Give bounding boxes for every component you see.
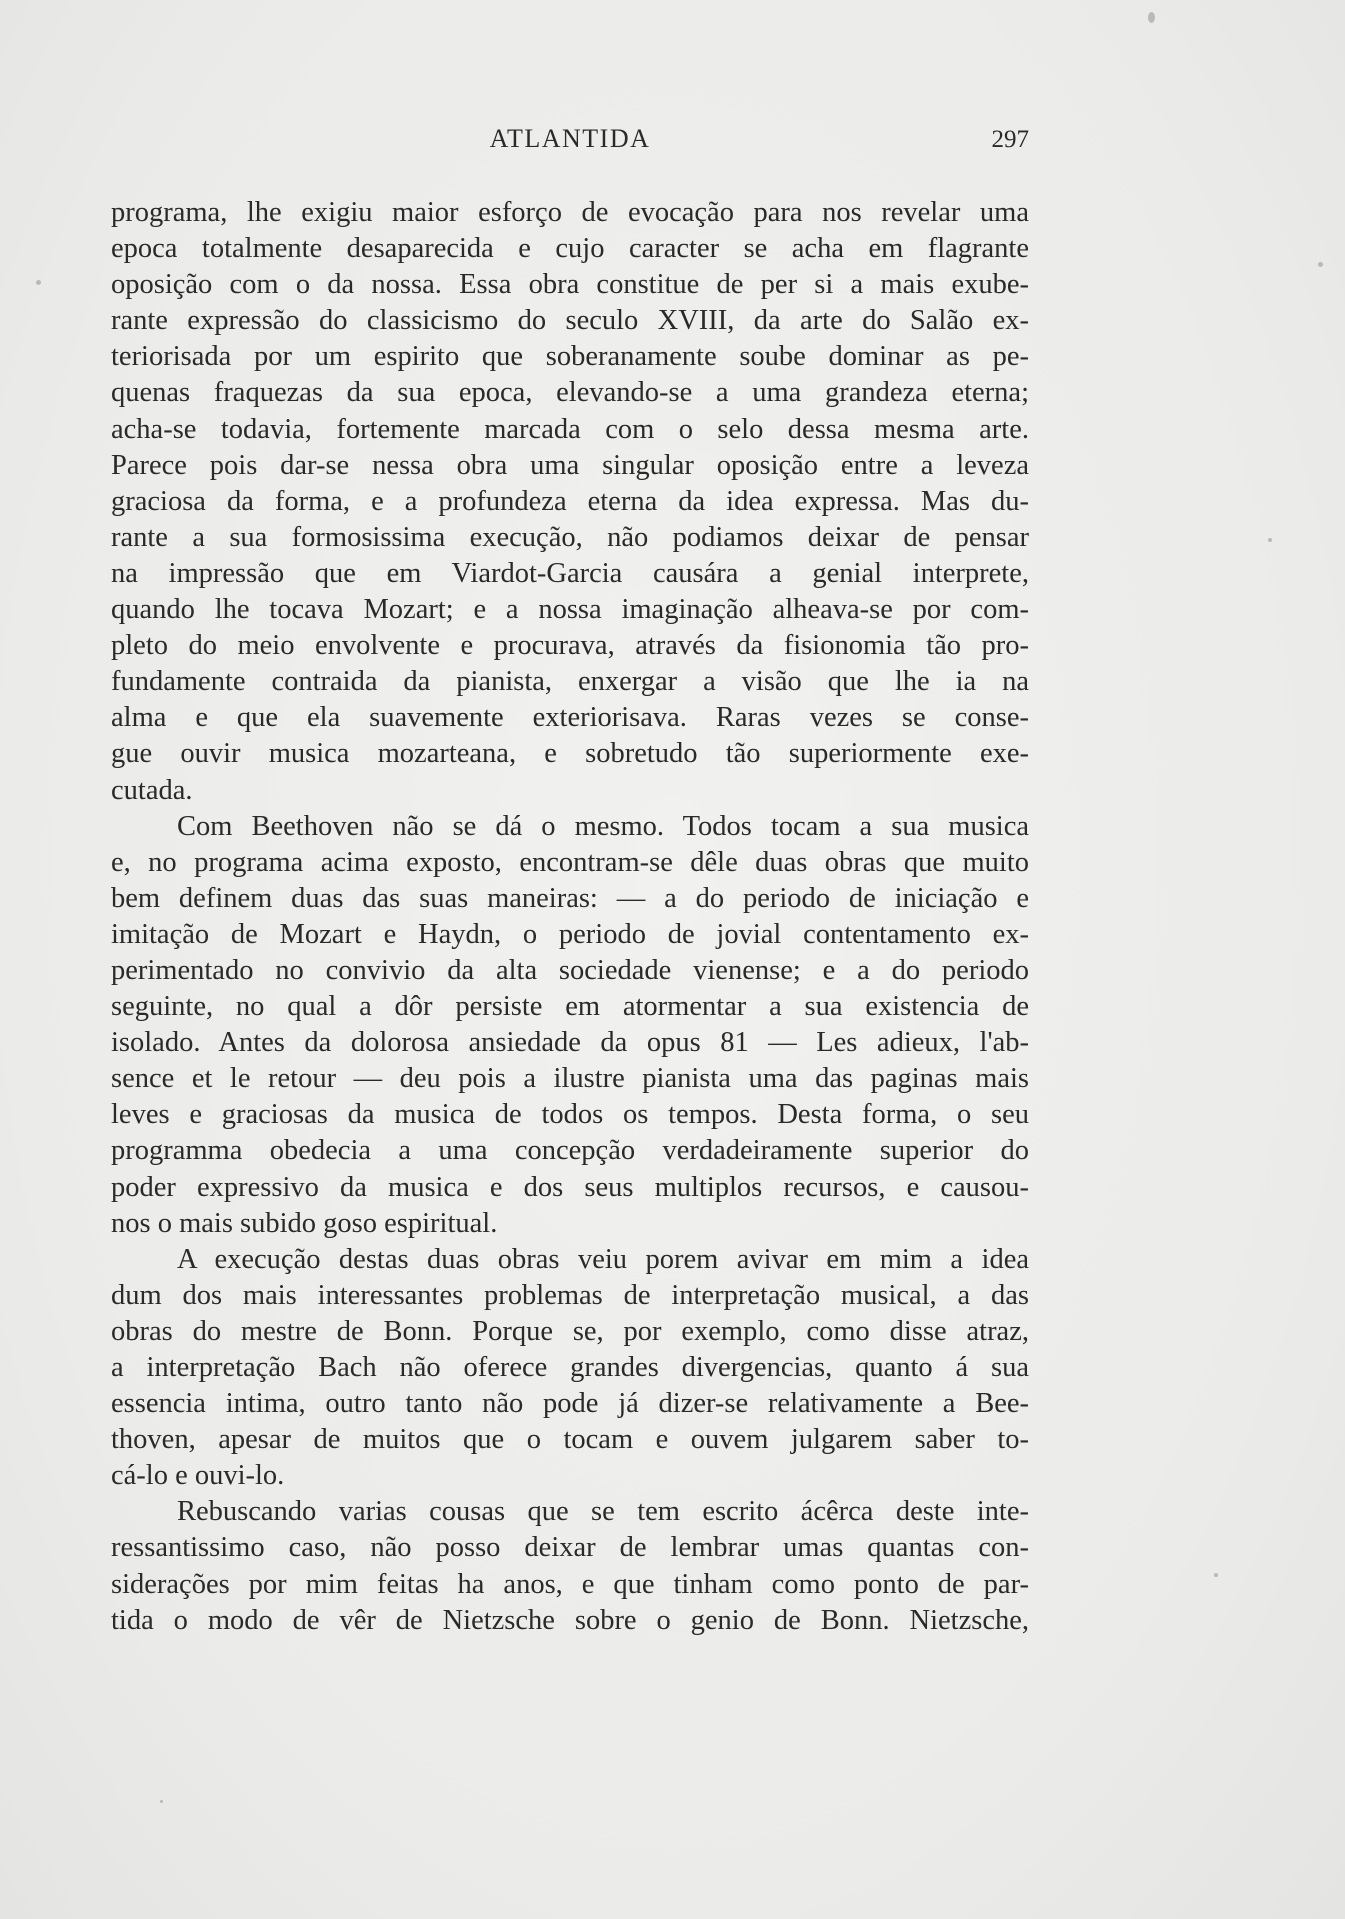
- paper-speck: [1148, 12, 1155, 23]
- text-line: gue ouvir musica mozarteana, e sobretudo tão superiormente exe-: [111, 738, 1029, 770]
- text-line: programa, lhe exigiu maior esforço de evocação para nos revelar uma: [111, 197, 1029, 228]
- text-line: Rebuscando varias cousas que se tem escrito ácêrca deste inte-: [177, 1496, 1029, 1528]
- text-line: Com Beethoven não se dá o mesmo. Todos tocam a sua musica: [177, 810, 1029, 842]
- paper-speck: [36, 280, 41, 285]
- text-line: A execução destas duas obras veiu porem avivar em mim a idea: [177, 1243, 1029, 1275]
- text-line: cutada.: [111, 774, 193, 806]
- running-title: ATLANTIDA: [489, 124, 651, 153]
- body-text: [111, 195, 1029, 1639]
- paper-speck: [160, 1800, 163, 1803]
- text-line: acha-se todavia, fortemente marcada com o selo dessa mesma arte.: [111, 413, 1029, 445]
- paper-speck: [1214, 1573, 1218, 1577]
- text-line: dum dos mais interessantes problemas de interpretação musical, a das: [111, 1279, 1029, 1311]
- page-number: 297: [991, 126, 1029, 153]
- text-line: na impressão que em Viardot-Garcia causára a genial interprete,: [111, 557, 1029, 589]
- text-line: alma e que ela suavemente exteriorisava. Raras vezes se conse-: [111, 702, 1029, 734]
- text-line: siderações por mim feitas ha anos, e que tinham como ponto de par-: [111, 1568, 1029, 1600]
- text-line: perimentado no convivio da alta sociedade vienense; e a do periodo: [111, 954, 1029, 986]
- text-line: bem definem duas das suas maneiras: — a do periodo de iniciação e: [111, 882, 1029, 914]
- text-line: rante expressão do classicismo do seculo XVIII, da arte do Salão ex-: [111, 305, 1029, 337]
- text-line: isolado. Antes da dolorosa ansiedade da opus 81 — Les adieux, l'ab-: [111, 1027, 1029, 1059]
- text-line: e, no programa acima exposto, encontram-se dêle duas obras que muito: [111, 846, 1029, 878]
- text-line: thoven, apesar de muitos que o tocam e ouvem julgarem saber to-: [111, 1424, 1029, 1456]
- text-line: obras do mestre de Bonn. Porque se, por exemplo, como disse atraz,: [111, 1315, 1029, 1347]
- text-line: sence et le retour — deu pois a ilustre pianista uma das paginas mais: [111, 1063, 1029, 1095]
- text-line: ressantissimo caso, não posso deixar de lembrar umas quantas con-: [111, 1532, 1029, 1564]
- text-line: tida o modo de vêr de Nietzsche sobre o genio de Bonn. Nietzsche,: [111, 1604, 1029, 1636]
- running-head: [111, 124, 1029, 160]
- text-line: leves e graciosas da musica de todos os tempos. Desta forma, o seu: [111, 1099, 1029, 1131]
- paper-speck: [1268, 538, 1272, 542]
- text-line: imitação de Mozart e Haydn, o periodo de jovial contentamento ex-: [111, 918, 1029, 950]
- text-line: quando lhe tocava Mozart; e a nossa imaginação alheava-se por com-: [111, 594, 1029, 626]
- text-line: fundamente contraida da pianista, enxergar a visão que lhe ia na: [111, 666, 1029, 698]
- text-line: a interpretação Bach não oferece grandes divergencias, quanto á sua: [111, 1352, 1029, 1383]
- text-line: nos o mais subido goso espiritual.: [111, 1207, 498, 1239]
- text-line: cá-lo e ouvi-lo.: [111, 1460, 285, 1492]
- text-line: epoca totalmente desaparecida e cujo caracter se acha em flagrante: [111, 233, 1029, 265]
- text-line: quenas fraquezas da sua epoca, elevando-se a uma grandeza eterna;: [111, 377, 1029, 409]
- text-line: graciosa da forma, e a profundeza eterna da idea expressa. Mas du-: [111, 485, 1029, 517]
- text-line: rante a sua formosissima execução, não podiamos deixar de pensar: [111, 521, 1029, 553]
- text-line: poder expressivo da musica e dos seus multiplos recursos, e causou-: [111, 1171, 1029, 1203]
- text-line: programma obedecia a uma concepção verdadeiramente superior do: [111, 1135, 1029, 1167]
- paper-speck: [1318, 262, 1323, 267]
- text-line: pleto do meio envolvente e procurava, através da fisionomia tão pro-: [111, 630, 1029, 662]
- text-line: teriorisada por um espirito que soberanamente soube dominar as pe-: [111, 341, 1029, 373]
- text-line: seguinte, no qual a dôr persiste em atormentar a sua existencia de: [111, 991, 1029, 1023]
- text-line: oposição com o da nossa. Essa obra constitue de per si a mais exube-: [111, 269, 1029, 301]
- text-line: Parece pois dar-se nessa obra uma singular oposição entre a leveza: [111, 449, 1029, 481]
- text-line: essencia intima, outro tanto não pode já dizer-se relativamente a Bee-: [111, 1388, 1029, 1420]
